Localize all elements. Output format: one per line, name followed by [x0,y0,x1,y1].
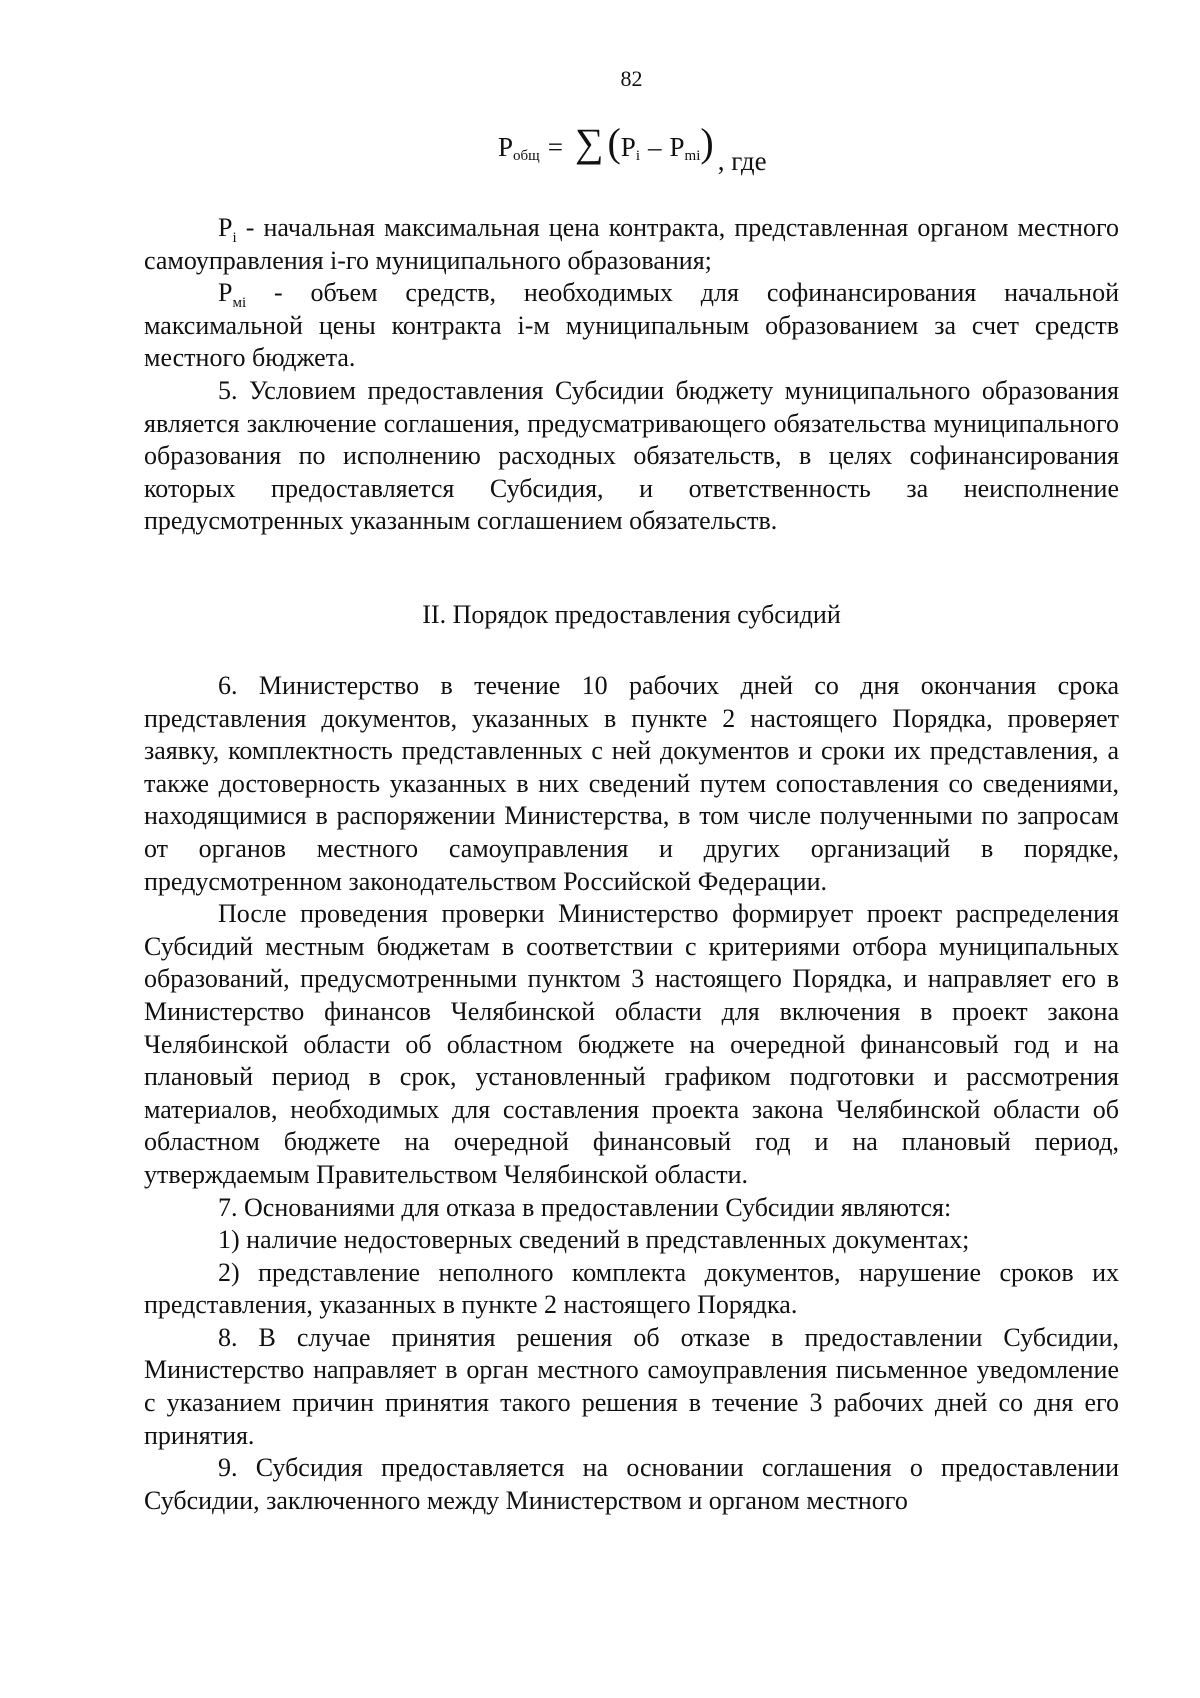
formula-p-i: $P_i$ [620,132,640,164]
formula-lhs: $P_{общ}$ [498,132,540,164]
formula [498,120,767,176]
formula-close-paren: ) [700,120,714,165]
paragraph-6: 6. Министерство в течение 10 рабочих дней со дня окончания срока представления документов, указанных в пункте 2 настоящего Порядка, проверяет заявку, комплектность представленных с ней документов и сроки их представления, а также достоверность указанных в них сведений путем сопоставления со сведениями, находящимися в распоряжении Министерства, в том числе полученными по запросам от органов местного самоуправления и других организаций в порядке, предусмотренном законодательством Российской Федерации. [144,671,1119,896]
page-number: 82 [620,66,643,91]
definitions-block [144,212,1119,538]
section-heading: II. Порядок предоставления субсидий [422,600,841,629]
formula-suffix: , где [717,146,767,176]
formula-minus: – [648,132,662,162]
sum-symbol: ∑ [574,120,604,165]
section-body [144,670,1119,1517]
paragraph-6-continued: После проведения проверки Министерство формирует проект распределения Субсидий местным бюджетам в соответствии с критериями отбора муниципальных образований, предусмотренными пунктом 3 настоящего Порядка, и направляет его в Министерство финансов Челябинской области для включения в проект закона Челябинской области об областном бюджете на очередной финансовый год и на плановый период в срок, установленный графиком подготовки и рассмотрения материалов, необходимых для составления проекта закона Челябинской области об областном бюджете на очередной финансовый год и на плановый период, утверждаемым Правительством Челябинской области. [144,899,1119,1189]
formula-equals: = [547,132,563,162]
paragraph-9: 9. Субсидия предоставляется на основании соглашения о предоставлении Субсидии, заключенного между Министерством и органом местного [144,1453,1119,1515]
paragraph-7-item-1: 1) наличие недостоверных сведений в представленных документах; [218,1225,970,1255]
formula-p-mi: $P_{mi}$ [669,132,701,164]
paragraph-7: 7. Основаниями для отказа в предоставлении Субсидии являются: [218,1192,952,1222]
paragraph-8: 8. В случае принятия решения об отказе в предоставлении Субсидии, Министерство направляет в орган местного самоуправления письменное уведомление с указанием причин принятия такого решения в течение 3 рабочих дней со дня его принятия. [144,1322,1119,1450]
paragraph-7-item-2: 2) представление неполного комплекта документов, нарушение сроков их представления, указанных в пункте 2 настоящего Порядка. [144,1257,1119,1320]
definition-p-i: $P_i$ - начальная максимальная цена контракта, представленная органом местного самоуправления i-го муниципального образования; [144,213,1119,275]
formula-open-paren: ( [607,120,621,165]
definition-p-mi: $P_{мi}$ - объем средств, необходимых для софинансирования начальной максимальной цены контракта i-м муниципальным образованием за счет средств местного бюджета. [144,278,1119,373]
paragraph-5: 5. Условием предоставления Субсидии бюджету муниципального образования является заключение соглашения, предусматривающего обязательства муниципального образования по исполнению расходных обязательств, в целях софинансирования которых предоставляется Субсидия, и ответственность за неисполнение предусмотренных указанным соглашением обязательств. [144,375,1119,536]
